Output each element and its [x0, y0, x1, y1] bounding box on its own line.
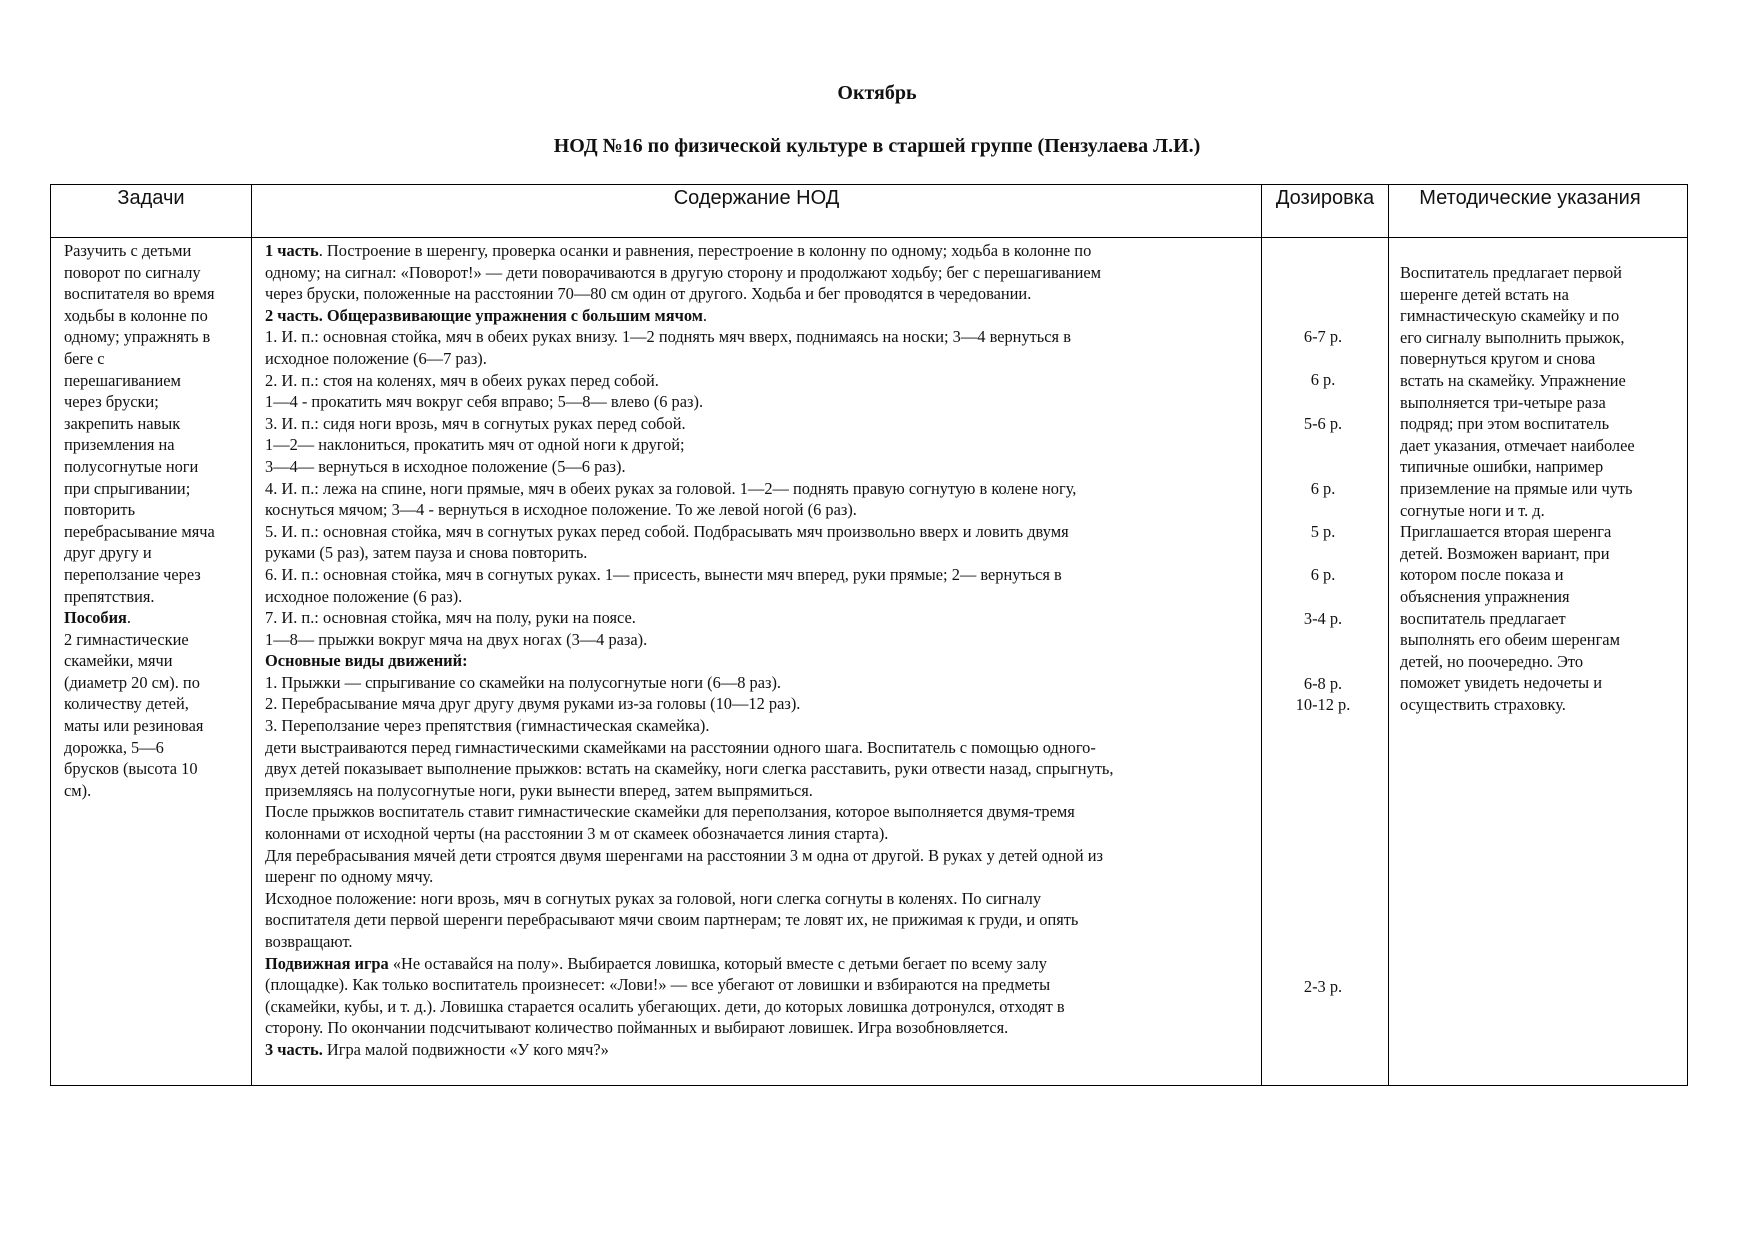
page-title: НОД №16 по физической культуре в старшей группе (Пензулаева Л.И.) [553, 135, 1201, 157]
tasks-line: одному; упражнять в [64, 327, 211, 347]
part3-line [265, 1039, 1250, 1061]
game-line [265, 953, 1250, 975]
methods-line: Приглашается вторая шеренга [1400, 522, 1612, 542]
game-label: Подвижная игра [265, 953, 389, 973]
exercise-line: 3—4— вернуться в исходное положение (5—6 раз). [265, 456, 626, 476]
aids-line: маты или резиновая [64, 716, 204, 736]
dosage-value: 6 р. [1310, 565, 1336, 584]
exercise-line: 5. И. п.: основная стойка, мяч в согнутых руках перед собой. Подбрасывать мяч произвольно вверх и ловить двумя [265, 521, 1069, 541]
exercise-line: 1—2— наклониться, прокатить мяч от одной ноги к другой; [265, 435, 685, 455]
dosage-value: 2-3 р. [1303, 977, 1343, 996]
methods-line: поможет увидеть недочеты и [1400, 673, 1603, 693]
header-methods: Методические указания [1419, 187, 1641, 209]
header-tasks: Задачи [117, 187, 185, 209]
tasks-line: повторить [64, 500, 136, 520]
aids-line: см). [64, 780, 92, 800]
description-line: воспитателя дети первой шеренги перебрасывают мячи своим партнерам; те ловят их, не прижимая к груди, и опять [265, 910, 1079, 930]
methods-line: типичные ошибки, например [1400, 457, 1604, 477]
methods-line: приземление на прямые или чуть [1400, 478, 1633, 498]
tasks-line: воспитателя во время [64, 284, 215, 304]
game-line: (скамейки, кубы, и т. д.). Ловишка старается осалить убегающих. дети, до которых ловишка дотронулся, отходят в [265, 996, 1065, 1016]
tasks-line: перебрасывание мяча [64, 521, 215, 541]
tasks-line: при спрыгивании; [64, 478, 191, 498]
exercise-line: 1—8— прыжки вокруг мяча на двух ногах (3—4 раза). [265, 629, 648, 649]
aids-dot: . [126, 608, 132, 628]
movement-line: 1. Прыжки — спрыгивание со скамейки на полусогнутые ноги (6—8 раз). [265, 672, 782, 692]
methods-line: осуществить страховку. [1400, 694, 1566, 714]
tasks-line: ходьбы в колонне по [64, 305, 208, 325]
exercise-line: исходное положение (6—7 раз). [265, 348, 487, 368]
game-line: сторону. По окончании подсчитывают количество пойманных и выбирают ловишек. Игра возобновляется. [265, 1018, 1009, 1038]
part3-text: Игра малой подвижности «У кого мяч?» [322, 1039, 609, 1059]
description-line: колоннами от исходной черты (на расстоянии 3 м от скамеек обозначается линия старта). [265, 824, 889, 844]
dosage-value: 5-6 р. [1303, 414, 1343, 433]
aids-line: брусков (высота 10 [64, 759, 198, 779]
tasks-line: приземления на [64, 435, 175, 455]
methods-line: детей. Возможен вариант, при [1400, 543, 1610, 563]
methods-cell [1400, 262, 1690, 715]
aids-line: скамейки, мячи [64, 651, 173, 671]
part2-label: 2 часть. Общеразвивающие упражнения с большим мячом [265, 305, 703, 325]
tasks-cell [64, 240, 250, 801]
exercise-line: 1—4 - прокатить мяч вокруг себя вправо; 5—8— влево (6 раз). [265, 392, 704, 412]
description-line: двух детей показывает выполнение прыжков: встать на скамейку, ноги слегка расставить, руки отвести назад, спрыгнуть, [265, 759, 1114, 779]
methods-line: Воспитатель предлагает первой [1400, 263, 1622, 282]
game-text: «Не оставайся на полу». Выбирается ловишка, который вместе с детьми бегает по всему залу [388, 953, 1047, 973]
description-line: Для перебрасывания мячей дети строятся двумя шеренгами на расстоянии 3 м одна от другой. В руках у детей одной из [265, 845, 1103, 865]
methods-line: детей, но поочередно. Это [1400, 651, 1584, 671]
methods-line: гимнастическую скамейку и по [1400, 306, 1620, 326]
movements-label: Основные виды движений: [265, 651, 468, 671]
aids-line: дорожка, 5—6 [64, 737, 164, 757]
methods-line: подряд; при этом воспитатель [1400, 414, 1610, 434]
tasks-line: друг другу и [64, 543, 152, 563]
methods-line: встать на скамейку. Упражнение [1400, 370, 1626, 390]
content-cell [265, 240, 1250, 1061]
column-divider [1388, 184, 1389, 1086]
description-line: дети выстраиваются перед гимнастическими скамейками на расстоянии одного шага. Воспитатель с помощью одного- [265, 737, 1096, 757]
tasks-line: закрепить навык [64, 413, 181, 433]
methods-line: объяснения упражнения [1400, 586, 1570, 606]
movement-line: 3. Переползание через препятствия (гимнастическая скамейка). [265, 716, 710, 736]
description-line: приземляясь на полусогнутые ноги, руки вынести вперед, затем выпрямиться. [265, 780, 813, 800]
aids-label: Пособия [64, 608, 127, 628]
part1-label: 1 часть [265, 241, 319, 260]
methods-line: воспитатель предлагает [1400, 608, 1566, 628]
part2-heading [265, 305, 1250, 327]
dosage-value: 3-4 р. [1303, 609, 1343, 628]
exercise-line: 1. И. п.: основная стойка, мяч в обеих руках внизу. 1—2 поднять мяч вверх, поднимаясь на носки; 3—4 вернуться в [265, 327, 1071, 347]
part1-text: . Построение в шеренгу, проверка осанки и равнения, перестроение в колонну по одному; ходьба в колонне по [318, 241, 1092, 260]
column-divider [251, 184, 252, 1086]
dosage-value: 5 р. [1310, 522, 1336, 541]
exercise-line: 2. И. п.: стоя на коленях, мяч в обеих руках перед собой. [265, 370, 659, 390]
dosage-value: 6-8 р. [1303, 674, 1343, 693]
description-line: возвращают. [265, 932, 353, 951]
header-content: Содержание НОД [673, 187, 840, 209]
exercise-line: руками (5 раз), затем пауза и снова повторить. [265, 543, 588, 563]
part1-line: через бруски, положенные на расстоянии 70—80 см один от другого. Ходьба и бег проводятся в чередовании. [265, 284, 1032, 304]
tasks-line: переползание через [64, 564, 201, 584]
methods-line: дает указания, отмечает наиболее [1400, 435, 1635, 455]
methods-line: его сигналу выполнить прыжок, [1400, 327, 1625, 347]
exercise-line: 4. И. п.: лежа на спине, ноги прямые, мяч в обеих руках за головой. 1—2— поднять правую согнутую в колене ногу, [265, 478, 1077, 498]
tasks-line: через бруски; [64, 392, 159, 412]
page-title-month: Октябрь [837, 82, 917, 104]
tasks-line: препятствия. [64, 586, 155, 606]
aids-line: 2 гимнастические [64, 629, 189, 649]
header-divider [50, 237, 1688, 238]
exercise-line: 7. И. п.: основная стойка, мяч на полу, руки на поясе. [265, 608, 636, 628]
tasks-line: полусогнутые ноги [64, 456, 199, 476]
part3-label: 3 часть. [265, 1039, 323, 1059]
game-line: (площадке). Как только воспитатель произнесет: «Лови!» — все убегают от ловишки и взбираются на предметы [265, 975, 1051, 995]
description-line: После прыжков воспитатель ставит гимнастические скамейки для переползания, которое выполняется двумя-тремя [265, 802, 1075, 822]
methods-line: котором после показа и [1400, 565, 1564, 585]
header-dosage: Дозировка [1275, 187, 1375, 209]
tasks-line: Разучить с детьми [64, 241, 192, 260]
description-line: шеренг по одному мячу. [265, 867, 434, 887]
aids-line: (диаметр 20 см). по [64, 672, 200, 692]
methods-line: выполнять его обеим шеренгам [1400, 630, 1620, 650]
tasks-line: поворот по сигналу [64, 262, 201, 282]
movement-line: 2. Перебрасывание мяча друг другу двумя руками из-за головы (10—12 раз). [265, 694, 801, 714]
methods-line: повернуться кругом и снова [1400, 349, 1596, 369]
exercise-line: коснуться мячом; 3—4 - вернуться в исходное положение. То же левой ногой (6 раз). [265, 500, 857, 520]
part1-line: одному; на сигнал: «Поворот!» — дети поворачиваются в другую сторону и продолжают ходьбу; бег с перешагиванием [265, 262, 1102, 282]
exercise-line: исходное положение (6 раз). [265, 586, 463, 606]
tasks-line: перешагиванием [64, 370, 181, 390]
aids-heading [64, 607, 250, 629]
column-divider [1261, 184, 1262, 1086]
part2-dot: . [702, 305, 707, 325]
dosage-value: 6-7 р. [1303, 327, 1343, 346]
part1-line [265, 240, 1250, 262]
exercise-line: 3. И. п.: сидя ноги врозь, мяч в согнутых руках перед собой. [265, 413, 686, 433]
methods-line: согнутые ноги и т. д. [1400, 500, 1545, 520]
exercise-line: 6. И. п.: основная стойка, мяч в согнутых руках. 1— присесть, вынести мяч вперед, руки прямые; 2— вернуться в [265, 564, 1062, 584]
aids-line: количеству детей, [64, 694, 189, 714]
dosage-value: 6 р. [1310, 370, 1336, 389]
description-line: Исходное положение: ноги врозь, мяч в согнутых руках за головой, ноги слегка согнуты в коленях. По сигналу [265, 888, 1042, 908]
tasks-line: беге с [64, 348, 105, 368]
methods-line: выполняется три-четыре раза [1400, 392, 1606, 412]
movements-heading [265, 650, 1250, 672]
methods-line: шеренге детей встать на [1400, 284, 1569, 304]
dosage-value: 6 р. [1310, 479, 1336, 498]
dosage-value: 10-12 р. [1295, 695, 1351, 714]
